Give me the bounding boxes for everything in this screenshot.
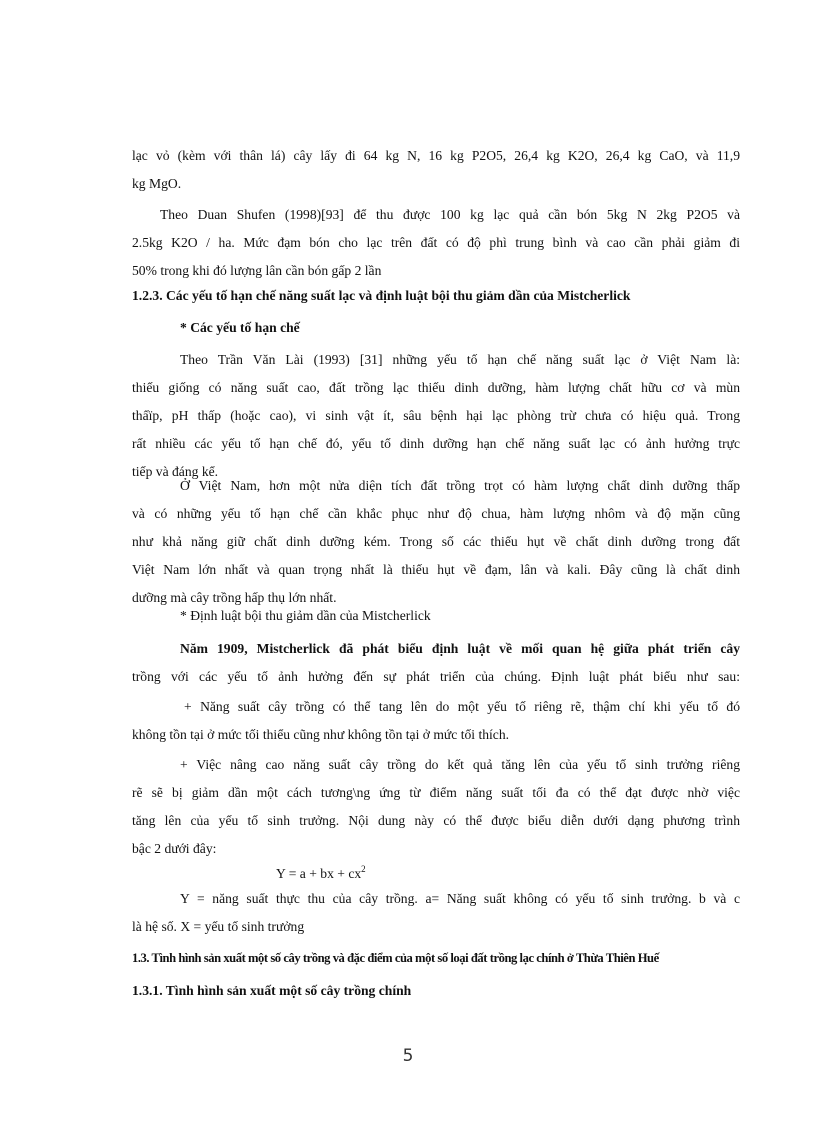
paragraph-3 [132, 346, 740, 486]
paragraph-6-line-1: + Năng suất cây trồng có thể tang lên do một yếu tố riêng rẽ, thậm chí khi yếu tố đó [184, 699, 740, 714]
paragraph-3-line-2: thiếu giống có năng suất cao, đất trồng lạc thiếu dinh dưỡng, hàm lượng chất hữu cơ và mùn [132, 380, 740, 395]
paragraph-5-line-2: trồng với các yếu tố ảnh hưởng đến sự phát triển của chúng. Định luật phát biểu như sau: [132, 669, 740, 684]
paragraph-2-line-2: 2.5kg K2O / ha. Mức đạm bón cho lạc trên đất có độ phì trung bình và cao cần phải giảm đi [132, 235, 740, 250]
subheading-limiting-factors: * Các yếu tố hạn chế [180, 320, 300, 335]
paragraph-6 [132, 693, 740, 749]
heading-1-2-3: 1.2.3. Các yếu tố hạn chế năng suất lạc và định luật bội thu giảm dần của Mistcherlick [132, 288, 631, 303]
paragraph-3-line-3: thấïp, pH thấp (hoặc cao), vi sinh vật ít, sâu bệnh hại lạc phòng trừ chưa có hiệu quả. Trong [132, 408, 740, 423]
paragraph-4-line-1: Ở Việt Nam, hơn một nửa diện tích đất trồng trọt có hàm lượng chất dinh dưỡng thấp [180, 478, 740, 493]
paragraph-3-line-4: rất nhiều các yếu tố hạn chế đó, yếu tố dinh dưỡng hạn chế năng suất lạc có ảnh hưởng trực [132, 436, 740, 451]
paragraph-2 [132, 201, 740, 285]
paragraph-4-line-2: và có những yếu tố hạn chế cần khắc phục như độ chua, hàm lượng nhôm và độ mặn cũng [132, 506, 740, 521]
paragraph-7-line-4: bậc 2 dưới đây: [132, 841, 217, 856]
subheading-mistcherlick-law: * Định luật bội thu giảm dần của Mistcherlick [180, 608, 431, 623]
equation [276, 855, 366, 888]
paragraph-4 [132, 472, 740, 612]
paragraph-5-line-1: Năm 1909, Mistcherlick đã phát biểu định luật về mối quan hệ giữa phát triển cây [180, 641, 740, 656]
paragraph-7-line-2: rẽ sẽ bị giảm dần một cách tương\ng ứng từ điểm năng suất tối đa có thể đạt được nhờ việc [132, 785, 740, 800]
equation-body: Y = a + bx + cx [276, 866, 362, 881]
heading-1-3-text: 1.3. Tình hình sản xuất một số cây trồng và đặc điểm của một số loại đất trồng lạc chính ở Thừa Thiên Huế [132, 951, 659, 965]
paragraph-1-line-2: kg MgO. [132, 176, 182, 191]
paragraph-8-line-2: là hệ số. X = yếu tố sinh trưởng [132, 919, 305, 934]
paragraph-4-line-3: như khả năng giữ chất dinh dưỡng kém. Trong số các thiếu hụt về chất dinh dưỡng trong đất [132, 534, 740, 549]
paragraph-3-line-5: tiếp và đáng kể. [132, 464, 219, 479]
paragraph-1-line-1: lạc vỏ (kèm với thân lá) cây lấy đi 64 kg N, 16 kg P2O5, 26,4 kg K2O, 26,4 kg CaO, và 11,9 [132, 148, 740, 163]
paragraph-1 [132, 142, 740, 198]
paragraph-4-line-5: dưỡng mà cây trồng hấp thụ lớn nhất. [132, 590, 337, 605]
paragraph-4-line-4: Việt Nam lớn nhất và quan trọng nhất là thiếu hụt về đạm, lân và kali. Đây cũng là chất dinh [132, 562, 740, 577]
paragraph-8 [132, 885, 740, 941]
paragraph-7 [132, 751, 740, 863]
page-number: 5 [402, 1046, 414, 1066]
paragraph-5 [132, 635, 740, 691]
paragraph-2-line-3: 50% trong khi đó lượng lân cần bón gấp 2 lần [132, 263, 382, 278]
paragraph-8-line-1: Y = năng suất thực thu của cây trồng. a= Năng suất không có yếu tố sinh trưởng. b và c [180, 891, 740, 906]
paragraph-3-line-1: Theo Trần Văn Lài (1993) [31] những yếu tố hạn chế năng suất lạc ở Việt Nam là: [180, 352, 740, 367]
heading-1-3-1: 1.3.1. Tình hình sản xuất một số cây trồng chính [132, 983, 412, 998]
paragraph-6-line-2: không tồn tại ở mức tối thiểu cũng như không tồn tại ở mức tối thích. [132, 727, 510, 742]
paragraph-7-line-3: tăng lên của yếu tố sinh trưởng. Nội dung này có thể được biểu diễn dưới dạng phương trình [132, 813, 740, 828]
paragraph-2-line-1: Theo Duan Shufen (1998)[93] để thu được 100 kg lạc quả cần bón 5kg N 2kg P2O5 và [160, 207, 740, 222]
heading-1-3 [132, 944, 740, 972]
paragraph-7-line-1: + Việc nâng cao năng suất cây trồng do kết quả tăng lên của yếu tố sinh trưởng riêng [180, 757, 740, 772]
equation-exponent: 2 [361, 864, 366, 874]
